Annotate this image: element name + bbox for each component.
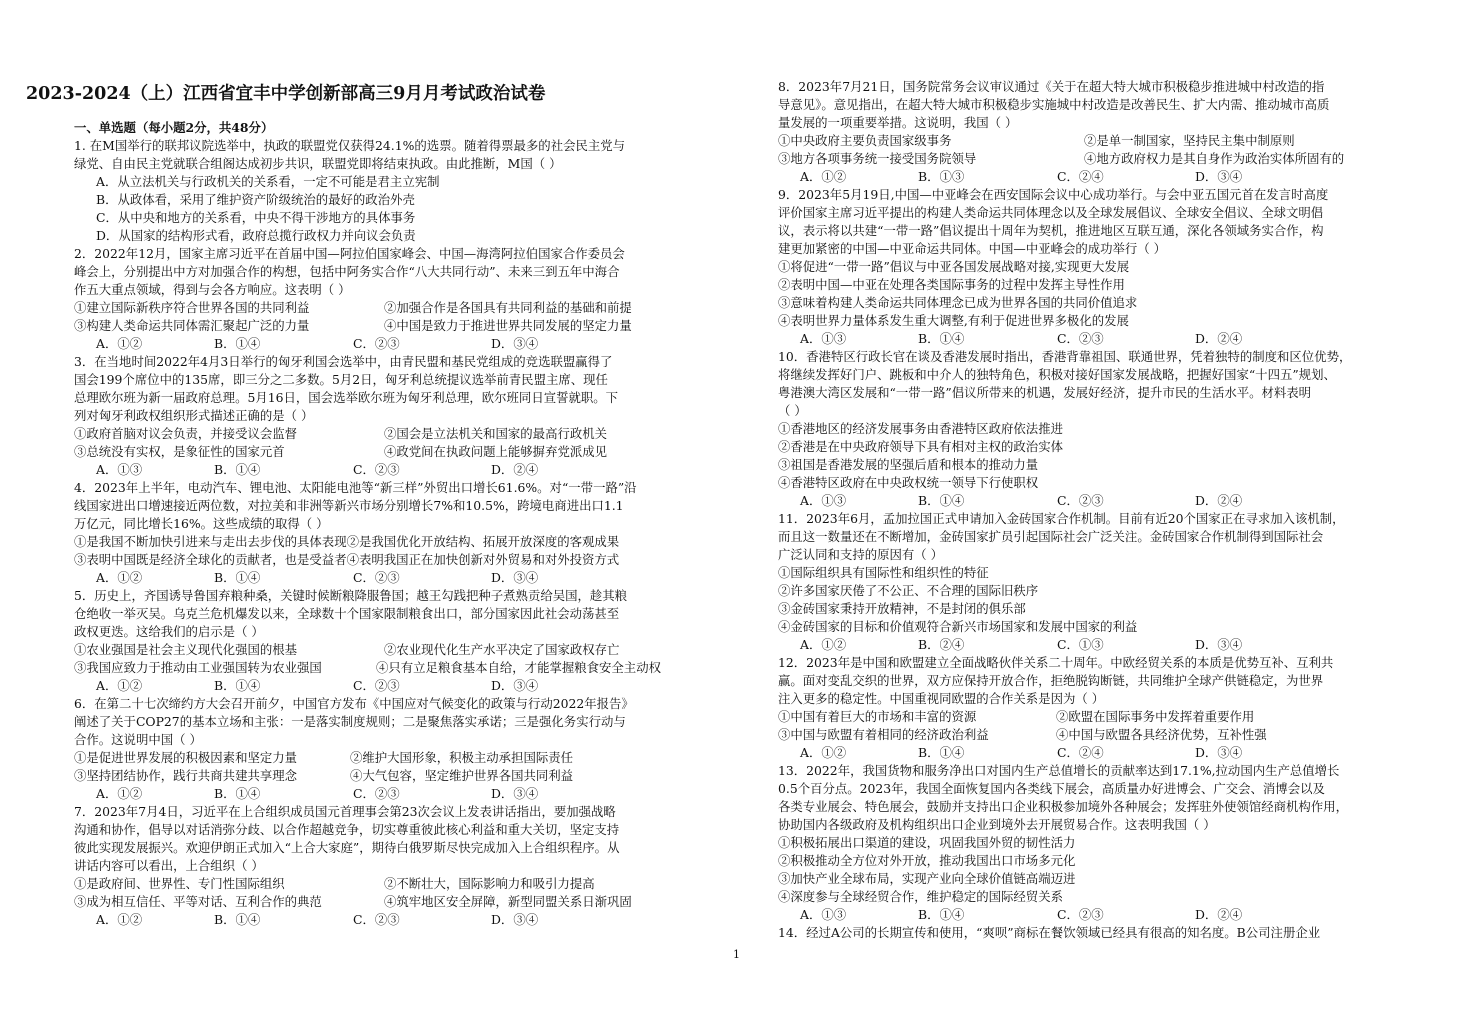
q9-choice-a: A．①③: [800, 331, 847, 346]
q11-choice-a: A．①②: [800, 637, 847, 652]
q3-stem-line: 总理欧尔班为新一届政府总理。5月16日，国会选举欧尔班为匈牙利总理，欧尔班同日宣誓就职。下: [74, 390, 619, 405]
q10-stem-line: 10．香港特区行政长官在谈及香港发展时指出，香港背靠祖国、联通世界，凭着独特的制度和区位优势，: [778, 349, 1352, 364]
q1-stem-line: 绿党、自由民主党就联合组阁达成初步共识，联盟党即将结束执政。由此推断，M国（ ）: [74, 156, 562, 171]
q3-statement-2: ②国会是立法机关和国家的最高行政机关: [384, 426, 608, 441]
q4-choice-d: D．③④: [491, 570, 539, 585]
q5-statement-2: ②农业现代化生产水平决定了国家政权存亡: [384, 642, 620, 657]
q13-stem-line: 各类专业展会、特色展会，鼓励并支持出口企业积极参加境外各种展会；发挥驻外使领馆经商机构作用，: [778, 799, 1348, 814]
q7-statement-row: [74, 875, 700, 892]
q2-statement-4: ④中国是致力于推进世界共同发展的坚定力量: [384, 318, 632, 333]
q11-statement-3: ③金砖国家秉持开放精神，不是封闭的俱乐部: [778, 601, 1026, 616]
q13-stem-line: 13．2022年，我国货物和服务净出口对国内生产总值增长的贡献率达到17.1%,拉动国内生产总值增长: [778, 763, 1340, 778]
q3-statement-3: ③总统没有实权，是象征性的国家元首: [74, 444, 285, 459]
q10-statement-2: ②香港是在中央政府领导下具有相对主权的政治实体: [778, 439, 1063, 454]
q3-choice-d: D．②④: [491, 462, 539, 477]
q3-choice-a: A．①③: [96, 462, 143, 477]
q13-statement-1: ①积极拓展出口渠道的建设，巩固我国外贸的韧性活力: [778, 835, 1076, 850]
q12-statement-row: [778, 708, 1400, 725]
q2-statement-row: [74, 299, 700, 316]
q3-stem-line: 国会199个席位中的135席，即三分之二多数。5月2日，匈牙利总统提议选举前青民盟主席、现任: [74, 372, 608, 387]
q3-choice-b: B．①④: [214, 462, 261, 477]
q12-statement-2: ②欧盟在国际事务中发挥着重要作用: [1056, 709, 1255, 724]
q2-stem-line: 2．2022年12月，国家主席习近平在首届中国—阿拉伯国家峰会、中国—海湾阿拉伯国家合作委员会: [74, 246, 625, 261]
q3-statement-row: [74, 425, 700, 442]
q2-choice-a: A．①②: [96, 336, 143, 351]
q12-statement-1: ①中国有着巨大的市场和丰富的资源: [778, 709, 977, 724]
q4-stem-line: 线国家进出口增速接近两位数，对拉美和非洲等新兴市场分别增长7%和10.5%，跨境电商进出口1.1: [74, 498, 624, 513]
q8-statement-3: ③地方各项事务统一接受国务院领导: [778, 151, 977, 166]
q2-choice-c: C．②③: [353, 336, 400, 351]
q7-choices: [74, 911, 700, 928]
q6-statement-3: ③坚持团结协作，践行共商共建共享理念: [74, 768, 298, 783]
q10-choices: [778, 492, 1400, 509]
q10-statement-4: ④香港特区政府在中央政权统一领导下行使职权: [778, 475, 1039, 490]
q10-statement-3: ③祖国是香港发展的坚强后盾和根本的推动力量: [778, 457, 1039, 472]
q12-choice-a: A．①②: [800, 745, 847, 760]
q4-choice-c: C．②③: [353, 570, 400, 585]
q11-stem-line: 广泛认同和支持的原因有（ ）: [778, 547, 944, 562]
q3-choices: [74, 461, 700, 478]
q7-choice-c: C．②③: [353, 912, 400, 927]
q10-stem-line: 粤港澳大湾区发展和“一带一路”倡议所带来的机遇，发展好经济，提升市民的生活水平。材料表明: [778, 385, 1312, 400]
q4-stem-line: 万亿元，同比增长16%。这些成绩的取得（ ）: [74, 516, 329, 531]
q2-choice-b: B．①④: [214, 336, 261, 351]
q11-stem-line: 11．2023年6月，孟加拉国正式申请加入金砖国家合作机制。目前有近20个国家正在寻求加入该机制，: [778, 511, 1345, 526]
q5-stem-line: 政权更迭。这给我们的启示是（ ）: [74, 624, 264, 639]
q6-stem-line: 阐述了关于COP27的基本立场和主张：一是落实制度规则；二是聚焦落实承诺；三是强化务实行动与: [74, 714, 626, 729]
q5-choices: [74, 677, 700, 694]
q2-statement-1: ①建立国际新秩序符合世界各国的共同利益: [74, 300, 310, 315]
q11-choice-d: D．③④: [1195, 637, 1243, 652]
q5-stem-line: 5．历史上，齐国诱导鲁国弃粮种桑，关键时候断粮降服鲁国；越王勾践把种子煮熟贡给吴国，趁其粮: [74, 588, 628, 603]
q8-statement-4: ④地方政府权力是其自身作为政治实体所固有的: [1084, 151, 1345, 166]
q4-stem-line: 4．2023年上半年，电动汽车、锂电池、太阳能电池等“新三样”外贸出口增长61.6%。对“一带一路”沿: [74, 480, 637, 495]
q9-choice-b: B．①④: [918, 331, 965, 346]
q5-stem-line: 仓绝收一举灭吴。乌克兰危机爆发以来，全球数十个国家限制粮食出口，部分国家因此社会动荡甚至: [74, 606, 620, 621]
q10-choice-a: A．①③: [800, 493, 847, 508]
q1-stem-line: 1. 在M国举行的联邦议院选举中，执政的联盟党仅获得24.1%的选票。随着得票最多的社会民主党与: [74, 138, 626, 153]
q6-statement-1: ①是促进世界发展的积极因素和坚定力量: [74, 750, 298, 765]
q8-statement-row: [778, 150, 1400, 167]
q12-statement-row: [778, 726, 1400, 743]
q6-choice-d: D．③④: [491, 786, 539, 801]
q13-statement-2: ②积极推动全方位对外开放，推动我国出口市场多元化: [778, 853, 1076, 868]
q8-choices: [778, 168, 1400, 185]
q12-statement-3: ③中国与欧盟有着相同的经济政治利益: [778, 727, 989, 742]
q11-statement-4: ④金砖国家的目标和价值观符合新兴市场国家和发展中国家的利益: [778, 619, 1138, 634]
q8-statement-2: ②是单一制国家，坚持民主集中制原则: [1084, 133, 1295, 148]
q2-statement-row: [74, 317, 700, 334]
q6-statement-row: [74, 749, 700, 766]
q1-option-d: D．从国家的结构形式看，政府总揽行政权力并向议会负责: [96, 228, 416, 243]
q13-choice-d: D．②④: [1195, 907, 1243, 922]
q13-choices: [778, 906, 1400, 923]
q5-choice-b: B．①④: [214, 678, 261, 693]
q7-statement-4: ④筑牢地区安全屏障，新型同盟关系日渐巩固: [384, 894, 632, 909]
q3-stem-line: 列对匈牙利政权组织形式描述正确的是（ ）: [74, 408, 314, 423]
q12-choices: [778, 744, 1400, 761]
q10-choice-b: B．①④: [918, 493, 965, 508]
q10-stem-line: （ ）: [778, 403, 807, 418]
q9-stem-line: 9．2023年5月19日,中国—中亚峰会在西安国际会议中心成功举行。与会中亚五国元首在发言时高度: [778, 187, 1329, 202]
q3-choice-c: C．②③: [353, 462, 400, 477]
q6-choice-c: C．②③: [353, 786, 400, 801]
q11-statement-2: ②许多国家厌倦了不公正、不合理的国际旧秩序: [778, 583, 1039, 598]
q1-option-a: A．从立法机关与行政机关的关系看，一定不可能是君主立宪制: [96, 174, 440, 189]
q8-choice-c: C．②④: [1057, 169, 1104, 184]
q11-statement-1: ①国际组织具有国际性和组织性的特征: [778, 565, 989, 580]
q2-statement-3: ③构建人类命运共同体需汇聚起广泛的力量: [74, 318, 310, 333]
q13-stem-line: 协助国内各级政府及机构组织出口企业到境外去开展贸易合作。这表明我国（ ）: [778, 817, 1216, 832]
q7-stem-line: 7．2023年7月4日，习近平在上合组织成员国元首理事会第23次会议上发表讲话指出，要加强战略: [74, 804, 616, 819]
q7-choice-a: A．①②: [96, 912, 143, 927]
q9-statement-4: ④表明世界力量体系发生重大调整,有利于促进世界多极化的发展: [778, 313, 1129, 328]
q7-statement-3: ③成为相互信任、平等对话、互利合作的典范: [74, 894, 322, 909]
q13-statement-3: ③加快产业全球布局，实现产业向全球价值链高端迈进: [778, 871, 1076, 886]
q4-statement-row: ①是我国不断加快引进来与走出去步伐的具体表现②是我国优化开放结构、拓展开放深度的客观成果: [74, 534, 620, 549]
q6-choices: [74, 785, 700, 802]
q7-stem-line: 彼此实现发展振兴。欢迎伊朗正式加入“上合大家庭”，期待白俄罗斯尽快完成加入上合组织程序。从: [74, 840, 620, 855]
q2-statement-2: ②加强合作是各国具有共同利益的基础和前提: [384, 300, 632, 315]
q5-choice-a: A．①②: [96, 678, 143, 693]
q2-stem-line: 峰会上，分别提出中方对加强合作的构想，包括中阿务实合作“八大共同行动”、未来三到五年中海合: [74, 264, 620, 279]
q9-choices: [778, 330, 1400, 347]
q6-stem-line: 合作。这说明中国（ ）: [74, 732, 202, 747]
q6-statement-row: [74, 767, 700, 784]
q12-choice-c: C．②④: [1057, 745, 1104, 760]
q6-choice-b: B．①④: [214, 786, 261, 801]
q8-statement-row: [778, 132, 1400, 149]
q7-stem-line: 沟通和协作，倡导以对话消弥分歧、以合作超越竞争，切实尊重彼此核心利益和重大关切，坚定支持: [74, 822, 620, 837]
q11-choice-b: B．②④: [918, 637, 965, 652]
q4-statement-row: ③表明中国既是经济全球化的贡献者，也是受益者④表明我国正在加快创新对外贸易和对外投资方式: [74, 552, 620, 567]
q12-stem-line: 注入更多的稳定性。中国重视同欧盟的合作关系是因为（ ）: [778, 691, 1105, 706]
q6-choice-a: A．①②: [96, 786, 143, 801]
q13-choice-a: A．①③: [800, 907, 847, 922]
q9-stem-line: 议，表示将以共建“一带一路”倡议提出十周年为契机，推进地区互联互通，深化各领域务实合作，构: [778, 223, 1324, 238]
q7-statement-2: ②不断壮大，国际影响力和吸引力提高: [384, 876, 595, 891]
q5-statement-3: ③我国应致力于推动由工业强国转为农业强国: [74, 660, 322, 675]
q12-choice-d: D．③④: [1195, 745, 1243, 760]
q2-choice-d: D．③④: [491, 336, 539, 351]
q4-choice-a: A．①②: [96, 570, 143, 585]
q9-choice-c: C．②③: [1057, 331, 1104, 346]
q1-option-b: B．从政体看，采用了维护资产阶级统治的最好的政治外壳: [96, 192, 415, 207]
section-heading: 一、单选题（每小题2分，共48分）: [74, 120, 274, 135]
q14-stem-line: 14．经过A公司的长期宣传和使用，“爽呗”商标在餐饮领域已经具有很高的知名度。B公司注册企业: [778, 925, 1321, 940]
q3-statement-4: ④政党间在执政问题上能够摒弃党派成见: [384, 444, 608, 459]
q7-choice-b: B．①④: [214, 912, 261, 927]
q11-stem-line: 而且这一数量还在不断增加，金砖国家扩员引起国际社会广泛关注。金砖国家合作机制得到国际社会: [778, 529, 1324, 544]
q6-statement-4: ④大气包容，坚定维护世界各国共同利益: [350, 768, 574, 783]
q4-choice-b: B．①④: [214, 570, 261, 585]
q10-statement-1: ①香港地区的经济发展事务由香港特区政府依法推进: [778, 421, 1063, 436]
q5-statement-row: [74, 659, 700, 676]
q1-option-c: C．从中央和地方的关系看，中央不得干涉地方的具体事务: [96, 210, 416, 225]
q2-choices: [74, 335, 700, 352]
q9-stem-line: 评价国家主席习近平提出的构建人类命运共同体理念以及全球发展倡议、全球安全倡议、全球文明倡: [778, 205, 1324, 220]
q8-statement-1: ①中央政府主要负责国家级事务: [778, 133, 952, 148]
q9-stem-line: 建更加紧密的中国—中亚命运共同体。中国—中亚峰会的成功举行（ ）: [778, 241, 1167, 256]
q12-stem-line: 12．2023年是中国和欧盟建立全面战略伙伴关系二十周年。中欧经贸关系的本质是优势互补、互利共: [778, 655, 1334, 670]
q8-choice-a: A．①②: [800, 169, 847, 184]
q7-stem-line: 讲话内容可以看出，上合组织（ ）: [74, 858, 264, 873]
q13-choice-c: C．②③: [1057, 907, 1104, 922]
q3-statement-row: [74, 443, 700, 460]
q5-statement-row: [74, 641, 700, 658]
q12-statement-4: ④中国与欧盟各具经济优势，互补性强: [1056, 727, 1267, 742]
q7-statement-row: [74, 893, 700, 910]
q8-choice-b: B．①③: [918, 169, 965, 184]
q10-stem-line: 将继续发挥好门户、跳板和中介人的独特角色，积极对接好国家发展战略，把握好国家“十四五”规划、: [778, 367, 1336, 382]
q9-statement-1: ①将促进“一带一路”倡议与中亚各国发展战略对接,实现更大发展: [778, 259, 1130, 274]
q6-stem-line: 6．在第二十七次缔约方大会召开前夕，中国官方发布《中国应对气候变化的政策与行动2022年报告》: [74, 696, 634, 711]
q9-statement-3: ③意味着构建人类命运共同体理念已成为世界各国的共同价值追求: [778, 295, 1138, 310]
q13-statement-4: ④深度参与全球经贸合作，维护稳定的国际经贸关系: [778, 889, 1063, 904]
q5-choice-c: C．②③: [353, 678, 400, 693]
q5-choice-d: D．③④: [491, 678, 539, 693]
q11-choice-c: C．①③: [1057, 637, 1104, 652]
q7-statement-1: ①是政府间、世界性、专门性国际组织: [74, 876, 285, 891]
q6-statement-2: ②维护大国形象，积极主动承担国际责任: [350, 750, 574, 765]
exam-title: 2023-2024（上）江西省宜丰中学创新部高三9月月考试政治试卷: [26, 84, 546, 104]
q9-statement-2: ②表明中国—中亚在处理各类国际事务的过程中发挥主导性作用: [778, 277, 1125, 292]
q2-stem-line: 作五大重点领域，得到与会各方响应。这表明（ ）: [74, 282, 351, 297]
q7-choice-d: D．③④: [491, 912, 539, 927]
q8-stem-line: 导意见》。意见指出，在超大特大城市积极稳步实施城中村改造是改善民生、扩大内需、推动城市高质: [778, 97, 1330, 112]
q10-choice-d: D．②④: [1195, 493, 1243, 508]
q5-statement-4: ④只有立足粮食基本自给，才能掌握粮食安全主动权: [376, 660, 661, 675]
q8-stem-line: 8．2023年7月21日，国务院常务会议审议通过《关于在超大特大城市积极稳步推进城中村改造的指: [778, 79, 1325, 94]
q8-choice-d: D．③④: [1195, 169, 1243, 184]
q4-choices: [74, 569, 700, 586]
q9-choice-d: D．②④: [1195, 331, 1243, 346]
q8-stem-line: 量发展的一项重要举措。这说明，我国（ ）: [778, 115, 1018, 130]
q10-choice-c: C．②③: [1057, 493, 1104, 508]
page-number: 1: [733, 948, 740, 961]
q3-stem-line: 3．在当地时间2022年4月3日举行的匈牙利国会选举中，由青民盟和基民党组成的竞选联盟赢得了: [74, 354, 613, 369]
q13-stem-line: 0.5个百分点。2023年，我国全面恢复国内各类线下展会，高质量办好进博会、广交会、消博会以及: [778, 781, 1325, 796]
q5-statement-1: ①农业强国是社会主义现代化强国的根基: [74, 642, 298, 657]
q3-statement-1: ①政府首脑对议会负责，并接受议会监督: [74, 426, 298, 441]
q13-choice-b: B．①④: [918, 907, 965, 922]
q12-stem-line: 赢。面对变乱交织的世界，双方应保持开放合作，拒绝脱钩断链，共同维护全球产供链稳定，为世界: [778, 673, 1324, 688]
q11-choices: [778, 636, 1400, 653]
q12-choice-b: B．①④: [918, 745, 965, 760]
